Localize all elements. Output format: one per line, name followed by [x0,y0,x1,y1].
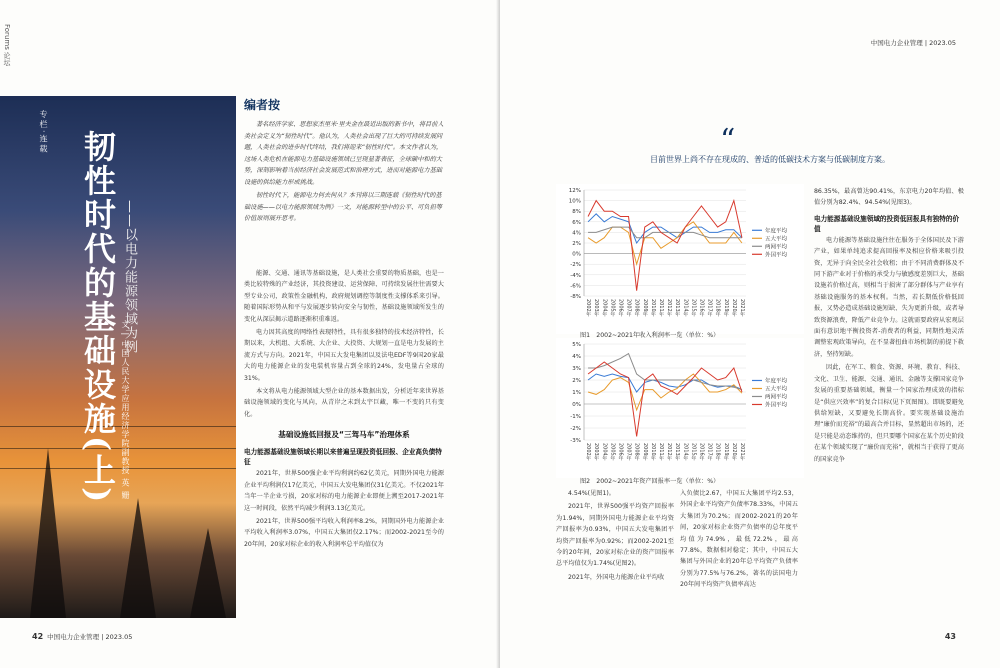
x-tick-label: 2009年 [641,299,648,317]
body-text-mid2 [680,488,798,593]
paragraph: 2021年，外国电力能源企业平均收 [568,573,665,581]
x-tick-label: 2005年 [609,443,616,461]
x-tick-label: 2014年 [682,299,689,317]
x-tick-label: 2013年 [674,443,681,461]
y-tick-label: -4% [570,272,581,279]
series-line-4 [588,362,742,436]
editor-note [244,96,444,256]
pylon-silhouette [30,448,66,618]
x-tick-label: 2013年 [674,299,681,317]
page-folio [32,632,132,641]
legend-label: 两网平均 [765,394,788,401]
x-tick-label: 2018年 [714,299,721,317]
paragraph: 2021年，世界500强平均收入利润率8.2%，同期国外电力能源企业平均收入利润率3.07%，中国五大集团仅2.17%；而2002-2021至今的20年间，20家对标企业的收入利润率总平均值仅为 [244,517,444,548]
y-tick-label: 4% [572,354,581,360]
x-tick-label: 2002年 [585,443,592,461]
legend-label: 两网平均 [765,244,788,251]
body-text-left [244,268,444,552]
y-tick-label: 2% [572,378,581,384]
y-tick-label: 8% [572,209,581,216]
x-tick-label: 2014年 [682,443,689,461]
chart2-caption: 图2 2002~2021年资产回报率一览（单位：%） [580,478,720,485]
subsection-heading: 电力能源基础设施领域长期以来普遍呈现投资低回报、企业高负债特征 [244,448,442,467]
paragraph: 4.54%(见图1)。 [568,490,615,497]
x-tick-label: 2012年 [666,443,673,461]
paragraph: 电力因其高度的网络性表现特性，具有很多独特的技术经济特性，长期以来，大机组、大系统、大企业、大投资、大规划一直是电力发展的主流方式与方向。2021年，中国五大发电集团以及法电EDF等9国20家最大的电力能源企业的发电装机容量占到全球的24%，发电量占全球的31%。 [244,329,444,382]
x-tick-label: 2005年 [609,299,616,317]
y-tick-label: 5% [572,342,581,348]
y-tick-label: 6% [572,219,581,226]
x-tick-label: 2003年 [593,299,600,317]
x-tick-label: 2021年 [738,299,745,317]
legend-label: 年度平均 [765,228,788,235]
pylon-silhouette [190,528,226,618]
y-tick-label: -8% [570,294,581,300]
y-tick-label: 4% [572,230,581,237]
x-tick-label: 2003年 [593,443,600,461]
x-tick-label: 2019年 [722,443,729,461]
cover-photo [0,96,236,618]
asset-return-chart [556,338,804,478]
y-tick-label: -6% [570,283,581,290]
legend-label: 年度平均 [765,378,788,385]
x-tick-label: 2008年 [633,443,640,461]
x-tick-label: 2006年 [617,443,624,461]
legend-label: 外国平均 [765,252,788,259]
chart1-caption: 图1 2002~2021年收入利润率一览（单位：%） [580,332,720,339]
power-line [0,426,236,427]
section-heading: 基础设施低回报及“三驾马车”治理体系 [278,430,410,440]
x-tick-label: 2019年 [722,299,729,317]
y-tick-label: 10% [568,198,581,205]
x-tick-label: 2012年 [666,299,673,317]
paragraph: 因此，在军工、粮食、资源、环境、教育、科技、文化、卫生、能源、交通、通讯、金融等支撑国家竞争发展的重要基础领域，衡量一个国家治理成效的指标是“供应兴效率”的复合目标(见下页图图)。即既要避免供给短缺，又要避免长期高价。要实现基础设施治理“廉价而充裕”的最高合并目标，显然超出市场的，还是只能是动态维持的，但只要哪个国家在某个历史阶段在某个领域实现了“廉价而充裕”，就相当于获得了更高的国家竞争 [814,364,964,463]
x-tick-label: 2006年 [617,299,624,317]
body-text-mid [556,488,674,585]
editor-note-paragraph: 韧性时代下，能源电力何去何从？本刊将以三期连载《韧性时代的基础设施——以电力能源领域为例》一文，对能源转型中的公平、可负担等价值原则展开思考。 [244,192,442,222]
body-text-right [814,186,964,467]
x-tick-label: 2016年 [698,443,705,461]
legend-label: 五大平均 [765,386,788,393]
paragraph: 2021年，世界500强平均资产回报率为1.94%，同期外国电力能源企业平均资产回报率为0.93%，中国五大发电集团平均资产回报率为0.92%；而2002-2021至今的20年间，20家对标企业的资产回报率总平均值仅为1.74%(见图2)。 [556,503,674,568]
x-tick-label: 2007年 [625,443,632,461]
x-tick-label: 2015年 [690,443,697,461]
series-line-1 [588,374,742,392]
x-tick-label: 2002年 [585,299,592,317]
x-tick-label: 2016年 [698,299,705,317]
x-tick-label: 2015年 [690,299,697,317]
x-tick-label: 2007年 [625,299,632,317]
x-tick-label: 2018年 [714,443,721,461]
x-tick-label: 2011年 [657,443,664,461]
paragraph: 本文将从电力能源领域大型企业的基本数据出发，分析近年来世界基础设施领域的变化与风向，从青岸之末到太宇巨藏，唯一不变的只有变化。 [244,388,444,418]
folio-text: 中国电力企业管理 | 2023.05 [47,633,133,641]
subsection-heading: 电力能源基础设施领域的投资低回报具有独特的价值 [814,214,960,233]
editor-note-heading: 编者按 [244,98,281,112]
editor-note-paragraph: 著名经济学家、思想家杰里米·里夫金在最近出版的新书中，将目前人类社会定义为“韧性时代”。他认为，人类社会出现了巨大的可持续发展问题，人类社会的进步时代终结，我们将迎来“韧性时代”。本文作者认为，这场人类危机在能源电力基础设施领域已呈现显著表征，全球碳中和的大势，深刻影响着当前经济社会发展范式和治理方式，进而对能源电力基础设施的供给能力形成挑战。 [244,121,444,186]
y-tick-label: -2% [570,426,581,432]
paragraph: 86.35%，最高曾达90.41%，东京电力20年均值、极值分别为82.4%、94.54%(见图3)。 [814,188,964,207]
legend-label: 五大平均 [765,236,788,243]
x-tick-label: 2009年 [641,443,648,461]
article-author: 文 | 中国人民大学应用经济学院副教授 英 姗 [121,320,130,500]
legend-label: 外国平均 [765,402,788,409]
y-tick-label: 1% [572,390,581,396]
y-tick-label: -3% [570,438,581,444]
x-tick-label: 2020年 [730,299,737,317]
section-label: Forums 论坛 [3,24,11,67]
x-tick-label: 2011年 [657,299,664,317]
x-tick-label: 2020年 [730,443,737,461]
y-tick-label: 12% [568,188,581,194]
quote-mark: “ [720,123,736,158]
paragraph: 入负债比2.67，中国五大集团平均2.53，外国企业平均资产负债率78.33%，中国五大集团为70.2%；而2002-2021的20年间，20家对标企业资产负债率的总年度平均值为74.9%，最低72.2%，最高77.8%，数据相对稳定；其中，中国五大集团与外国企业的20年总平均资产负债率分别为77.5%与76.2%，著名的法国电力20年间平均资产负债率高达 [680,490,798,589]
paragraph: 电力能源等基础设施往往在服务于全体国民及下游产业，如果单纯追求提高回报率及相应价格来吸引投资，无异于向全民全社会收租；由于不同消费群体及不同下游产业对于价格的承受力与敏感度差别巨大，基础设施若价格过高，则相当于损害了部分群体与产业享有基础设施服务的基本权利。当然，若长期低价格低回报，又势必造成基础设施短缺、失为更新升级，或者导致资源浪费，降低产业竞争力。这就需要政府从宏观层面有意识地平衡投资者-消费者的利益，同期性地灵活调整宏观政策导向，在不显著扭曲市场机制的前提下救济，坚持短缺。 [814,236,964,358]
x-tick-label: 2004年 [601,443,608,461]
pull-quote: 目前世界上尚不存在现成的、普适的低碳技术方案与低碳制度方案。 [650,155,890,164]
x-tick-label: 2021年 [738,443,745,461]
page-number: 42 [32,632,44,641]
revenue-profit-chart [556,184,804,334]
running-header: 中国电力企业管理 | 2023.05 [870,39,956,47]
article-subtitle: ——以电力能源领域为例 [122,200,137,354]
x-tick-label: 2017年 [706,443,713,461]
y-tick-label: 2% [572,241,581,247]
pylon-silhouette [120,498,156,618]
x-tick-label: 2008年 [633,299,640,317]
paragraph: 2021年，世界500强企业平均利润约62亿美元，同期外国电力能源企业平均利润仅17亿美元，中国五大发电集团仅31亿美元。不仅2021年当年一半企业亏损，20家对标的电力能源企业即便上溯至2017-2021年这一时间段，依然平均减少利润3.13亿美元。 [244,470,444,512]
article-title: 韧性时代的基础设施(上) [79,130,117,505]
y-tick-label: -1% [570,414,581,420]
column-label: 专栏·连载 [39,110,48,155]
x-tick-label: 2010年 [649,443,656,461]
y-tick-label: 0% [572,402,581,408]
x-tick-label: 2017年 [706,299,713,317]
x-tick-label: 2010年 [649,299,656,317]
y-tick-label: 3% [572,366,581,372]
page-number: 43 [944,632,956,641]
y-tick-label: 0% [572,251,581,258]
y-tick-label: -2% [570,262,581,269]
x-tick-label: 2004年 [601,299,608,317]
paragraph: 能源、交通、通讯等基础设施，是人类社会重要的物质基础，也是一类比较特殊的产业经济，其投资建设、运营保障、可持续发展往往需要大型专业公司，政策性金融机构，政府规划调控等制度性支撑体系来引导。随着国际形势从和平与发展逐步转向安全与韧性，基础设施领域所发生的变化从深层揭示道路逐渐积重难返。 [244,270,444,323]
